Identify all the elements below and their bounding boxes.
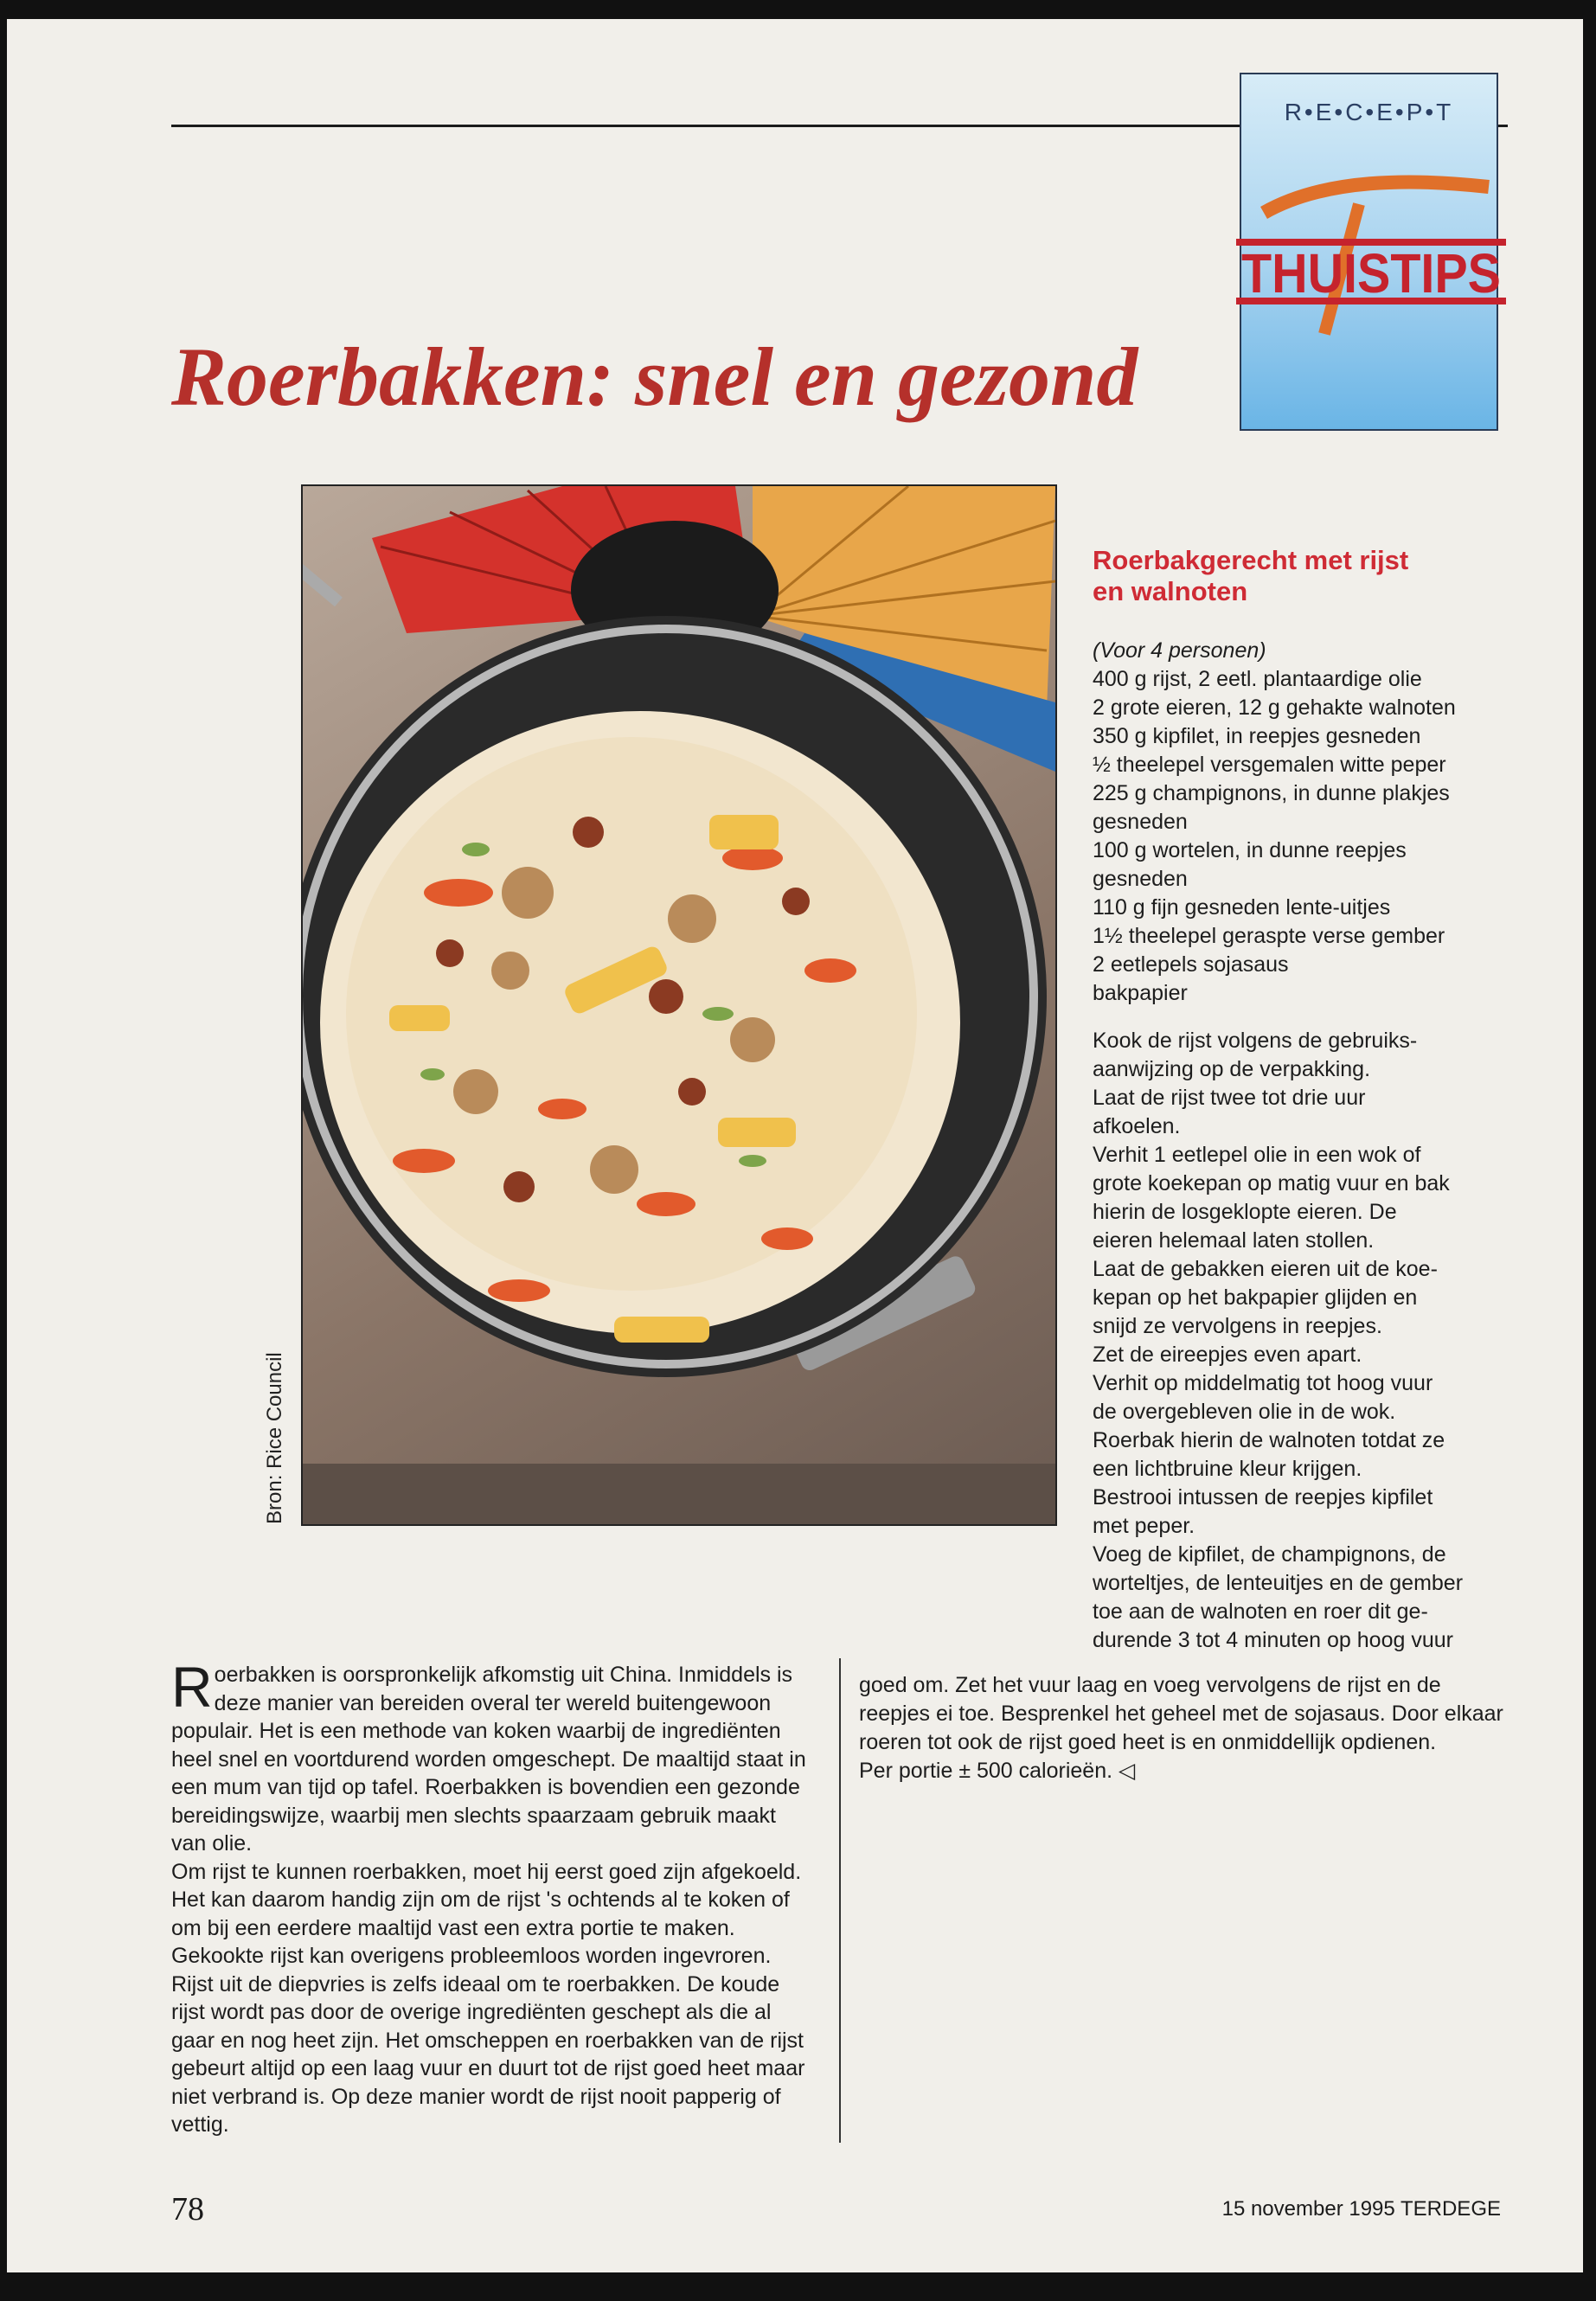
issue-date: 15 november 1995 TERDEGE	[1221, 2197, 1501, 2221]
method-line: hierin de losgeklopte eieren. De	[1093, 1200, 1397, 1224]
method-line: Verhit 1 eetlepel olie in een wok of	[1093, 1143, 1421, 1167]
method-line: toe aan de walnoten en roer dit ge-	[1093, 1599, 1428, 1624]
ingredient-line: 100 g wortelen, in dunne reepjes	[1093, 838, 1407, 862]
ingredient-line: gesneden	[1093, 810, 1188, 834]
method-line: kepan op het bakpapier glijden en	[1093, 1285, 1418, 1310]
article-body-left	[171, 1655, 811, 2139]
ingredient-line: 110 g fijn gesneden lente-uitjes	[1093, 895, 1391, 920]
ingredient-line: 400 g rijst, 2 eetl. plantaardige olie	[1093, 667, 1422, 691]
article-paragraph: Roerbakken is oorspronkelijk afkomstig uit China. Inmiddels is deze manier van bereiden overal ter wereld buitengewoon populair. Het is een methode van koken waarbij de ingrediënten heel snel en voortdurend worden omgeschept. De maaltijd staat in een mum van tijd op tafel. Roerbakken is bovendien een gezonde bereidingswijze, waarbij men slechts spaarzaam gebruik maakt van olie.	[171, 1655, 806, 1856]
method-line: eieren helemaal laten stollen.	[1093, 1228, 1375, 1253]
method-line: een lichtbruine kleur krijgen.	[1093, 1457, 1362, 1481]
food-photo	[301, 484, 1057, 1526]
thuistips-logo	[1240, 73, 1501, 431]
thuistips-wordmark	[1229, 161, 1506, 369]
article-body-right	[859, 1671, 1516, 1785]
method-line: Laat de rijst twee tot drie uur	[1093, 1086, 1366, 1110]
drop-cap: R	[171, 1655, 213, 1719]
ingredient-line: bakpapier	[1093, 981, 1188, 1005]
magazine-page: R•E•C•E•P•T THUISTIPS Roerbakken: snel en gezond Bron: Rice Council Roerbakgerecht met rijst en walnoten (Voor 4 personen) 400 g rijst, 2 eetl. plantaardige olie 2 grote eieren, 12 g gehakte walnoten 350 g kipfilet, in reepjes gesneden ½ theelepel versgemalen witte peper 225 g champignons, in dunne plakjes gesneden 100 g wortelen, in dunne reepjes gesneden 110 g fijn gesneden lente-uitjes 1½ theelepel geraspte verse gember 2 eetlepels sojasaus bakpapier Kook de rijst volgens de gebruiks- aanwijzing op de verpakking. Laat de rijst twee tot drie uur afkoelen. Verhit 1 eetlepel olie in een wok of grote koekepan op matig vuur en bak hierin de losgeklopte eieren. De eieren helemaal laten stollen. Laat de gebakken eieren uit de koe- kepan op het bakpapier glijden en snijd ze vervolgens in reepjes. Zet de eireepjes even apart. Verhit op middelmatig tot hoog vuur de overgebleven olie in de wok. Roerbak hierin de walnoten totdat ze een lichtbruine kleur krijgen. Bestrooi intussen de reepjes kipfilet met peper. Voeg de kipfilet, de champignons, de worteltjes, de lenteuitjes en de gember toe aan de walnoten en roer dit ge- durende 3 tot 4 minuten op hoog vuur Roerbakken is oorspronkelijk afkomstig uit China. Inmiddels is deze manier van bereiden overal ter wereld buitengewoon populair. Het is een methode van koken waarbij de ingrediënten heel snel en voortdurend worden omgeschept. De maaltijd staat in een mum van tijd op tafel. Roerbakken is bovendien een gezonde bereidingswijze, waarbij men slechts spaarzaam gebruik maakt van olie. Om rijst te kunnen roerbakken, moet hij eerst goed zijn afgekoeld. Het kan daarom handig zijn om de rijst 's ochtends al te koken of om bij een eerdere maaltijd vast een extra portie te maken. Gekookte rijst kan overigens probleemloos worden ingevroren. Rijst uit de diepvries is zelfs ideaal om te roerbakken. De koude rijst wordt pas door de overige ingrediënten geschept als die al gaar en nog heet zijn. Het omscheppen en roerbakken van de rijst gebeurt altijd op een laag vuur en duurt tot de rijst goed heet maar niet verbrand is. Op deze manier wordt de rijst nooit papperig of vettig. goed om. Zet het vuur laag en voeg vervolgens de rijst en de reepjes ei toe. Besprenkel het geheel met de sojasaus. Door elkaar roeren tot ook de rijst goed heet is en onmiddellijk opdienen. Per portie ± 500 calorieën. ◁ 78 15 november 1995 TERDEGE	[7, 19, 1583, 2272]
method-line: worteltjes, de lenteuitjes en de gember	[1093, 1571, 1464, 1595]
recipe-box	[1093, 545, 1551, 1655]
method-line: durende 3 tot 4 minuten op hoog vuur	[1093, 1628, 1453, 1652]
method-line: Bestrooi intussen de reepjes kipfilet	[1093, 1485, 1433, 1509]
ingredient-line: gesneden	[1093, 867, 1188, 891]
ingredient-list	[1093, 665, 1551, 1008]
method-line: Verhit op middelmatig tot hoog vuur	[1093, 1371, 1433, 1395]
page-number: 78	[171, 2191, 204, 2227]
ingredient-line: 2 grote eieren, 12 g gehakte walnoten	[1093, 695, 1456, 720]
column-divider	[839, 1658, 841, 2143]
article-paragraph: Om rijst te kunnen roerbakken, moet hij eerst goed zijn afgekoeld. Het kan daarom handig zijn om de rijst 's ochtends al te koken of om bij een eerdere maaltijd vast een extra portie te maken. Gekookte rijst kan overigens probleemloos worden ingevroren. Rijst uit de diepvries is zelfs ideaal om te roerbakken. De koude rijst wordt pas door de overige ingrediënten geschept als die al gaar en nog heet zijn. Het omscheppen en roerbakken van de rijst gebeurt altijd op een laag vuur en duurt tot de rijst goed heet maar niet verbrand is. Op deze manier wordt de rijst nooit papperig of vettig.	[171, 1859, 805, 2137]
method-line: Roerbak hierin de walnoten totdat ze	[1093, 1428, 1445, 1452]
svg-text:THUISTIPS: THUISTIPS	[1241, 242, 1501, 304]
ingredient-line: 350 g kipfilet, in reepjes gesneden	[1093, 724, 1421, 748]
recipe-title: Roerbakgerecht met rijst en walnoten	[1093, 545, 1409, 606]
method-line: afkoelen.	[1093, 1114, 1181, 1138]
method-line: snijd ze vervolgens in reepjes.	[1093, 1314, 1382, 1338]
method-line: Voeg de kipfilet, de champignons, de	[1093, 1542, 1446, 1567]
article-title: Roerbakken: snel en gezond	[171, 330, 1138, 423]
article-paragraph: goed om. Zet het vuur laag en voeg vervolgens de rijst en de reepjes ei toe. Besprenkel het geheel met de sojasaus. Door elkaar roeren tot ook de rijst goed heet is en onmiddellijk opdienen.	[859, 1673, 1503, 1754]
ingredient-line: 1½ theelepel geraspte verse gember	[1093, 924, 1445, 948]
recipe-method	[1093, 1027, 1551, 1655]
method-line: Zet de eireepjes even apart.	[1093, 1343, 1362, 1367]
method-line: de overgebleven olie in de wok.	[1093, 1400, 1396, 1424]
ingredient-line: 225 g champignons, in dunne plakjes	[1093, 781, 1450, 805]
calorie-note: Per portie ± 500 calorieën. ◁	[859, 1759, 1136, 1783]
method-line: met peper.	[1093, 1514, 1195, 1538]
logo-kicker: R•E•C•E•P•T	[1284, 99, 1454, 125]
ingredient-line: ½ theelepel versgemalen witte peper	[1093, 753, 1446, 777]
method-line: grote koekepan op matig vuur en bak	[1093, 1171, 1450, 1195]
method-line: Laat de gebakken eieren uit de koe-	[1093, 1257, 1438, 1281]
method-line: Kook de rijst volgens de gebruiks-	[1093, 1029, 1418, 1053]
recipe-servings: (Voor 4 personen)	[1093, 638, 1266, 663]
method-line: aanwijzing op de verpakking.	[1093, 1057, 1371, 1081]
ingredient-line: 2 eetlepels sojasaus	[1093, 952, 1289, 977]
